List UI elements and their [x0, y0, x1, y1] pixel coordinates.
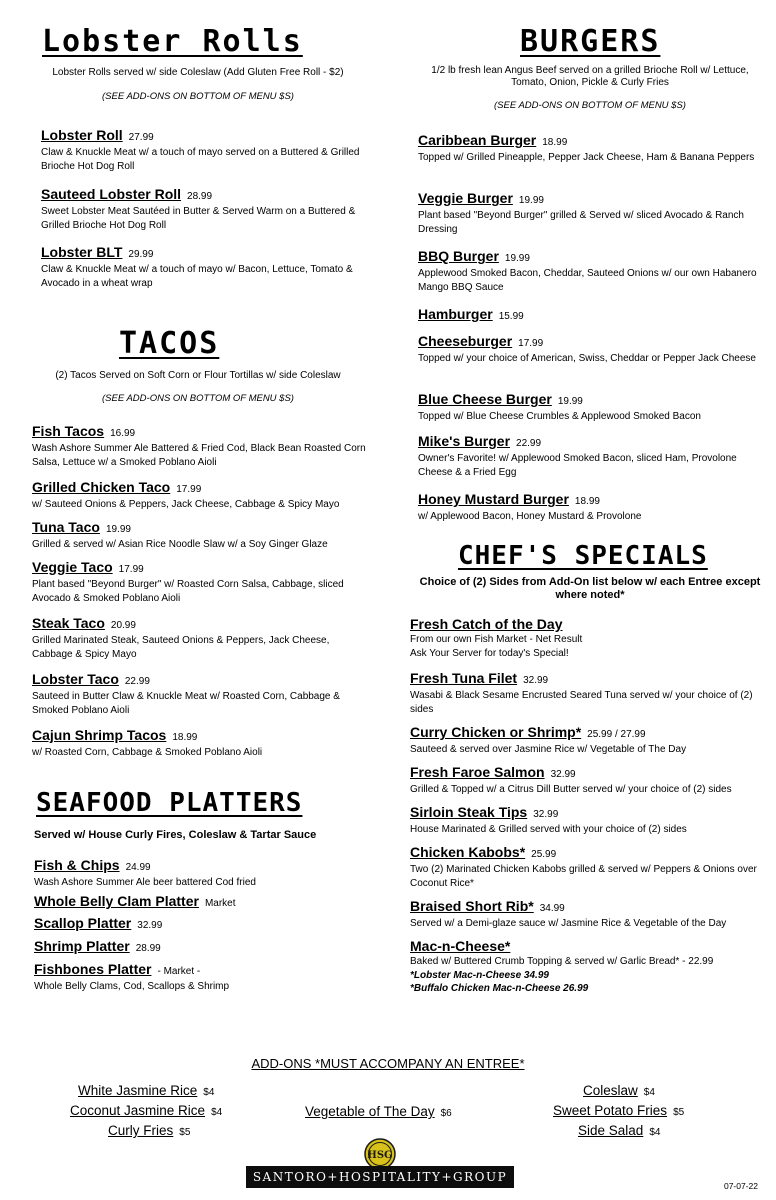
item-price: 32.99 — [533, 809, 559, 820]
menu-item-curry-chicken-or-shrimp — [410, 724, 766, 757]
menu-item-lobster-blt — [41, 244, 371, 291]
addon-price: $5 — [673, 1107, 685, 1118]
item-price: 28.99 — [187, 191, 213, 202]
item-desc: Wash Ashore Summer Ale beer battered Cod fried — [34, 877, 256, 888]
item-price: 18.99 — [542, 137, 568, 148]
menu-item-whole-belly-clam-platter — [34, 893, 374, 912]
item-name: Scallop Platter — [34, 915, 132, 931]
addon-white-jasmine-rice — [78, 1083, 214, 1098]
item-price: 34.99 — [539, 903, 565, 914]
item-desc: Sauteed & served over Jasmine Rice w/ Vegetable of The Day — [410, 744, 687, 755]
addon-curly-fries — [108, 1123, 190, 1138]
addon-price: $5 — [179, 1127, 191, 1138]
chefs-specials-subtitle: Choice of (2) Sides from Add-On list below w/ each Entree except where noted* — [419, 576, 761, 601]
item-price: 22.99 — [516, 438, 542, 449]
addon-name: White Jasmine Rice — [78, 1083, 198, 1098]
addon-name: Vegetable of The Day — [305, 1104, 435, 1119]
item-price: 15.99 — [498, 311, 524, 322]
menu-date: 07-07-22 — [723, 1181, 758, 1191]
addon-name: Sweet Potato Fries — [553, 1103, 668, 1118]
item-name: Sauteed Lobster Roll — [41, 186, 182, 202]
addon-name: Side Salad — [578, 1123, 644, 1138]
item-price: Market — [204, 898, 236, 909]
item-desc: House Marinated & Grilled served with your choice of (2) sides — [410, 824, 687, 835]
item-desc: Sauteed in Butter Claw & Knuckle Meat w/ Roasted Corn, Cabbage & Smoked Poblano Aioli — [32, 691, 340, 716]
item-price: 17.99 — [518, 338, 544, 349]
addon-name: Curly Fries — [108, 1123, 174, 1138]
addon-sweet-potato-fries — [553, 1103, 684, 1118]
item-price: 19.99 — [504, 253, 530, 264]
item-price: 25.99 — [531, 849, 557, 860]
addon-name: Coleslaw — [583, 1083, 638, 1098]
menu-item-braised-short-rib — [410, 898, 766, 931]
item-desc: Applewood Smoked Bacon, Cheddar, Sauteed Onions w/ our own Habanero Mango BBQ Sauce — [418, 268, 757, 293]
item-price: 19.99 — [105, 524, 131, 535]
item-price: 16.99 — [110, 428, 136, 439]
item-desc: w/ Applewood Bacon, Honey Mustard & Provolone — [418, 511, 642, 522]
menu-item-cajun-shrimp-tacos — [32, 727, 372, 760]
item-desc: Grilled Marinated Steak, Sauteed Onions & Peppers, Jack Cheese, Cabbage & Spicy Mayo — [32, 635, 330, 660]
item-price: 32.99 — [523, 675, 549, 686]
menu-item-veggie-burger — [418, 190, 758, 237]
item-desc: Claw & Knuckle Meat w/ a touch of mayo served on a Buttered & Grilled Brioche Hot Dog Roll — [41, 147, 360, 172]
item-desc: Wasabi & Black Sesame Encrusted Seared Tuna served w/ your choice of (2) sides — [410, 690, 753, 715]
item-variant-lobster: *Lobster Mac-n-Cheese 34.99 — [410, 970, 549, 981]
item-desc: w/ Roasted Corn, Cabbage & Smoked Poblano Aioli — [32, 747, 263, 758]
menu-item-shrimp-platter — [34, 938, 374, 957]
menu-item-tuna-taco — [32, 519, 372, 552]
menu-item-lobster-taco — [32, 671, 372, 718]
item-name: Lobster BLT — [41, 244, 123, 260]
lobster-rolls-subtitle: Lobster Rolls served w/ side Coleslaw (Add Gluten Free Roll - $2) — [52, 67, 344, 78]
addon-price: $6 — [440, 1108, 452, 1119]
menu-item-veggie-taco — [32, 559, 372, 606]
menu-item-mikes-burger — [418, 433, 758, 480]
item-name: Curry Chicken or Shrimp* — [410, 724, 582, 740]
item-price: 17.99 — [176, 484, 202, 495]
item-desc: Whole Belly Clams, Cod, Scallops & Shrimp — [34, 981, 230, 992]
item-desc: Grilled & Topped w/ a Citrus Dill Butter served w/ your choice of (2) sides — [410, 784, 732, 795]
menu-item-sauteed-lobster-roll — [41, 186, 371, 233]
menu-item-lobster-roll — [41, 127, 371, 174]
item-desc: Plant based "Beyond Burger" w/ Roasted Corn Salsa, Cabbage, sliced Avocado & Smoked Poblano Aioli — [32, 579, 344, 604]
item-name: Braised Short Rib* — [410, 898, 534, 914]
menu-item-scallop-platter — [34, 915, 374, 934]
item-price: 19.99 — [557, 396, 583, 407]
item-name: Lobster Taco — [32, 671, 119, 687]
santoro-hospitality-logo — [246, 1138, 514, 1190]
item-desc: Plant based "Beyond Burger" grilled & Served w/ sliced Avocado & Ranch Dressing — [418, 210, 744, 235]
item-desc: Topped w/ Blue Cheese Crumbles & Applewood Smoked Bacon — [418, 411, 701, 422]
lobster-rolls-title: Lobster Rolls — [42, 24, 303, 59]
addon-price: $4 — [649, 1127, 661, 1138]
menu-item-steak-taco — [32, 615, 372, 662]
menu-item-grilled-chicken-taco — [32, 479, 372, 512]
tacos-note: (SEE ADD-ONS ON BOTTOM OF MENU $S) — [102, 393, 294, 404]
item-price: 32.99 — [550, 769, 576, 780]
item-desc: Wash Ashore Summer Ale Battered & Fried Cod, Black Bean Roasted Corn Salsa, Lettuce w/ a Smoked Poblano Aioli — [32, 443, 366, 468]
addon-price: $4 — [211, 1107, 223, 1118]
item-name: Tuna Taco — [32, 519, 100, 535]
addon-side-salad — [578, 1123, 660, 1138]
item-name: Grilled Chicken Taco — [32, 479, 171, 495]
item-price: 29.99 — [128, 249, 154, 260]
menu-item-honey-mustard-burger — [418, 491, 758, 524]
item-price: 32.99 — [137, 920, 163, 931]
menu-item-fresh-tuna-filet — [410, 670, 766, 717]
addons-title: ADD-ONS *MUST ACCOMPANY AN ENTREE* — [251, 1056, 525, 1071]
menu-item-fishbones-platter — [34, 961, 374, 994]
menu-item-fish-tacos — [32, 423, 372, 470]
menu-item-chicken-kabobs — [410, 844, 766, 891]
addon-name: Coconut Jasmine Rice — [70, 1103, 206, 1118]
item-price: 17.99 — [118, 564, 144, 575]
menu-item-hamburger — [418, 306, 758, 325]
item-name: Fresh Faroe Salmon — [410, 764, 545, 780]
menu-item-caribbean-burger — [418, 132, 758, 165]
menu-item-fresh-faroe-salmon — [410, 764, 766, 797]
item-desc: Baked w/ Buttered Crumb Topping & served w/ Garlic Bread* - 22.99 — [410, 956, 714, 967]
item-name: Fresh Tuna Filet — [410, 670, 518, 686]
item-name: Fish & Chips — [34, 857, 120, 873]
item-price: 22.99 — [124, 676, 150, 687]
item-desc: w/ Sauteed Onions & Peppers, Jack Cheese, Cabbage & Spicy Mayo — [32, 499, 340, 510]
menu-item-bbq-burger — [418, 248, 758, 295]
item-name: Mike's Burger — [418, 433, 511, 449]
burgers-subtitle: 1/2 lb fresh lean Angus Beef served on a grilled Brioche Roll w/ Lettuce, Tomato, Onion, Pickle & Curly Fries — [431, 65, 749, 88]
item-desc: Claw & Knuckle Meat w/ a touch of mayo w/ Bacon, Lettuce, Tomato & Avocado in a wheat wrap — [41, 264, 353, 289]
item-name: BBQ Burger — [418, 248, 499, 264]
item-desc: Topped w/ your choice of American, Swiss, Cheddar or Pepper Jack Cheese — [418, 353, 756, 364]
addon-price: $4 — [203, 1087, 215, 1098]
item-price: - Market - — [157, 966, 201, 977]
item-price: 18.99 — [172, 732, 198, 743]
item-name: Sirloin Steak Tips — [410, 804, 528, 820]
menu-item-sirloin-steak-tips — [410, 804, 766, 837]
item-name: Fish Tacos — [32, 423, 105, 439]
item-price: 25.99 / 27.99 — [587, 729, 646, 740]
menu-item-mac-n-cheese — [410, 938, 766, 995]
item-name: Fishbones Platter — [34, 961, 152, 977]
item-name: Veggie Burger — [418, 190, 513, 206]
seafood-platters-title: SEAFOOD PLATTERS — [36, 788, 303, 818]
lobster-rolls-note: (SEE ADD-ONS ON BOTTOM OF MENU $S) — [102, 91, 294, 102]
addon-coconut-jasmine-rice — [70, 1103, 222, 1118]
addon-coleslaw — [583, 1083, 655, 1098]
item-name: Chicken Kabobs* — [410, 844, 526, 860]
item-price: 28.99 — [135, 943, 161, 954]
item-name: Honey Mustard Burger — [418, 491, 569, 507]
menu-item-blue-cheese-burger — [418, 391, 758, 424]
burgers-title: BURGERS — [520, 24, 661, 59]
item-name: Caribbean Burger — [418, 132, 537, 148]
item-desc: Owner's Favorite! w/ Applewood Smoked Bacon, sliced Ham, Provolone Cheese & a Fried Egg — [418, 453, 737, 478]
item-name: Whole Belly Clam Platter — [34, 893, 199, 909]
item-name: Fresh Catch of the Day — [410, 616, 563, 632]
menu-item-cheeseburger — [418, 333, 758, 366]
tacos-title: TACOS — [119, 326, 220, 361]
logo-text: SANTORO+HOSPITALITY+GROUP — [246, 1166, 514, 1188]
item-name: Blue Cheese Burger — [418, 391, 552, 407]
menu-item-fish-and-chips — [34, 857, 374, 890]
item-desc: Grilled & served w/ Asian Rice Noodle Slaw w/ a Soy Ginger Glaze — [32, 539, 328, 550]
item-name: Mac-n-Cheese* — [410, 938, 511, 954]
item-name: Veggie Taco — [32, 559, 113, 575]
item-price: 27.99 — [128, 132, 154, 143]
chefs-specials-title: CHEF'S SPECIALS — [458, 541, 708, 571]
item-name: Shrimp Platter — [34, 938, 130, 954]
item-desc: Sweet Lobster Meat Sautéed in Butter & Served Warm on a Buttered & Grilled Brioche Hot Dog Roll — [41, 206, 356, 231]
seafood-platters-subtitle: Served w/ House Curly Fires, Coleslaw & Tartar Sauce — [34, 829, 317, 841]
item-price: 20.99 — [110, 620, 136, 631]
burgers-note: (SEE ADD-ONS ON BOTTOM OF MENU $S) — [494, 100, 686, 111]
item-price: 24.99 — [125, 862, 151, 873]
item-desc: Served w/ a Demi-glaze sauce w/ Jasmine Rice & Vegetable of the Day — [410, 918, 727, 929]
item-variant-buffalo-chicken: *Buffalo Chicken Mac-n-Cheese 26.99 — [410, 983, 589, 994]
tacos-subtitle: (2) Tacos Served on Soft Corn or Flour Tortillas w/ side Coleslaw — [55, 370, 341, 381]
menu-item-fresh-catch — [410, 616, 766, 661]
logo-initials: HSG — [367, 1150, 393, 1161]
item-desc: Two (2) Marinated Chicken Kabobs grilled & served w/ Peppers & Onions over Coconut Rice* — [410, 864, 757, 889]
item-desc: From our own Fish Market - Net Result Ask Your Server for today's Special! — [410, 634, 583, 659]
addon-price: $4 — [643, 1087, 655, 1098]
item-name: Cheeseburger — [418, 333, 513, 349]
item-price: 19.99 — [518, 195, 544, 206]
item-price: 18.99 — [574, 496, 600, 507]
item-name: Cajun Shrimp Tacos — [32, 727, 167, 743]
item-name: Lobster Roll — [41, 127, 123, 143]
addon-vegetable-of-the-day — [305, 1104, 452, 1119]
item-name: Hamburger — [418, 306, 493, 322]
item-desc: Topped w/ Grilled Pineapple, Pepper Jack Cheese, Ham & Banana Peppers — [418, 152, 755, 163]
item-name: Steak Taco — [32, 615, 105, 631]
